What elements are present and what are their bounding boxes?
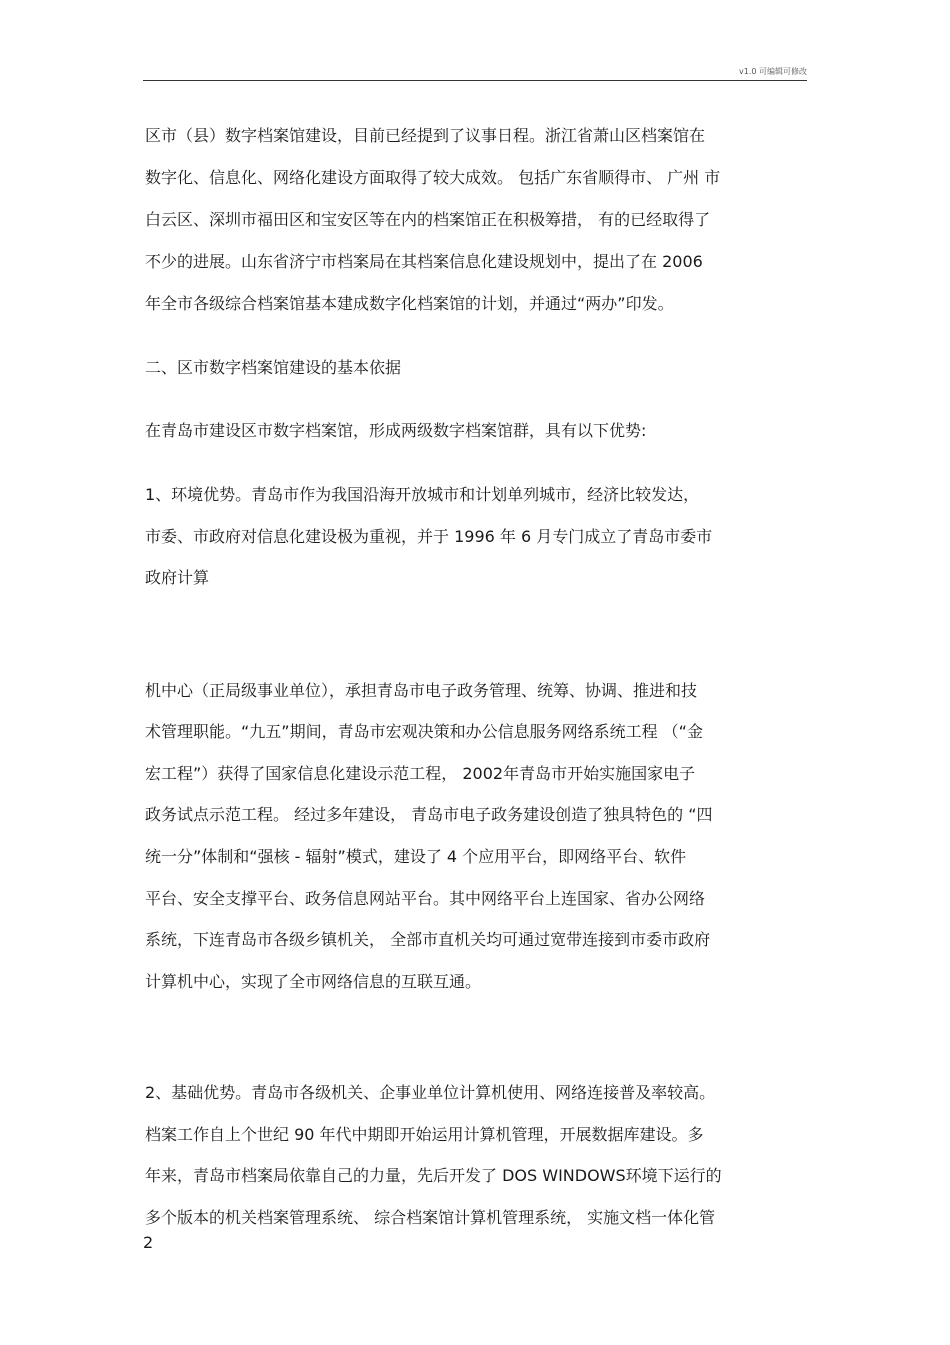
body-line: 政府计算 [145,568,210,587]
body-line: 区市（县）数字档案馆建设，目前已经提到了议事日程。浙江省萧山区档案馆在 [145,126,706,145]
body-line: 白云区、深圳市福田区和宝安区等在内的档案馆正在积极筹措， 有的已经取得了 [145,210,711,229]
body-line: 在青岛市建设区市数字档案馆，形成两级数字档案馆群，具有以下优势: [145,421,647,440]
header-version-note: v1.0 可编辑可修改 [739,67,807,76]
body-line: 2、基础优势。青岛市各级机关、企事业单位计算机使用、网络连接普及率较高。 [145,1083,716,1102]
body-line: 年全市各级综合档案馆基本建成数字化档案馆的计划，并通过“两办”印发。 [145,294,674,313]
body-line: 平台、安全支撑平台、政务信息网站平台。其中网络平台上连国家、省办公网络 [145,889,706,908]
body-line: 年来，青岛市档案局依靠自己的力量，先后开发了 DOS WINDOWS环境下运行的 [145,1166,722,1185]
body-line: 数字化、信息化、网络化建设方面取得了较大成效。 包括广东省顺得市、 广州 市 [145,168,721,187]
body-line: 政务试点示范工程。 经过多年建设， 青岛市电子政务建设创造了独具特色的 “四 [145,805,713,824]
body-line: 1、环境优势。青岛市作为我国沿海开放城市和计划单列城市，经济比较发达， [145,485,700,504]
body-line: 多个版本的机关档案管理系统、 综合档案馆计算机管理系统， 实施文档一体化管 [145,1208,716,1227]
page-number: 2 [143,1233,154,1252]
body-line: 统一分”体制和“强核 - 辐射”模式，建设了 4 个应用平台，即网络平台、软件 [145,847,687,866]
body-line: 宏工程”）获得了国家信息化建设示范工程， 2002年青岛市开始实施国家电子 [145,764,696,783]
section-heading: 二、区市数字档案馆建设的基本依据 [145,358,402,377]
body-line: 机中心（正局级事业单位），承担青岛市电子政务管理、统筹、协调、推进和技 [145,681,698,700]
body-line: 术管理职能。“九五”期间，青岛市宏观决策和办公信息服务网络系统工程 （“金 [145,722,703,741]
body-line: 市委、市政府对信息化建设极为重视，并于 1996 年 6 月专门成立了青岛市委市 [145,527,713,546]
body-line: 系统，下连青岛市各级乡镇机关， 全部市直机关均可通过宽带连接到市委市政府 [145,930,711,949]
body-line: 计算机中心，实现了全市网络信息的互联互通。 [145,972,482,991]
body-line: 档案工作自上个世纪 90 年代中期即开始运用计算机管理，开展数据库建设。多 [145,1125,704,1144]
body-line: 不少的进展。山东省济宁市档案局在其档案信息化建设规划中，提出了在 2006 [145,252,703,271]
